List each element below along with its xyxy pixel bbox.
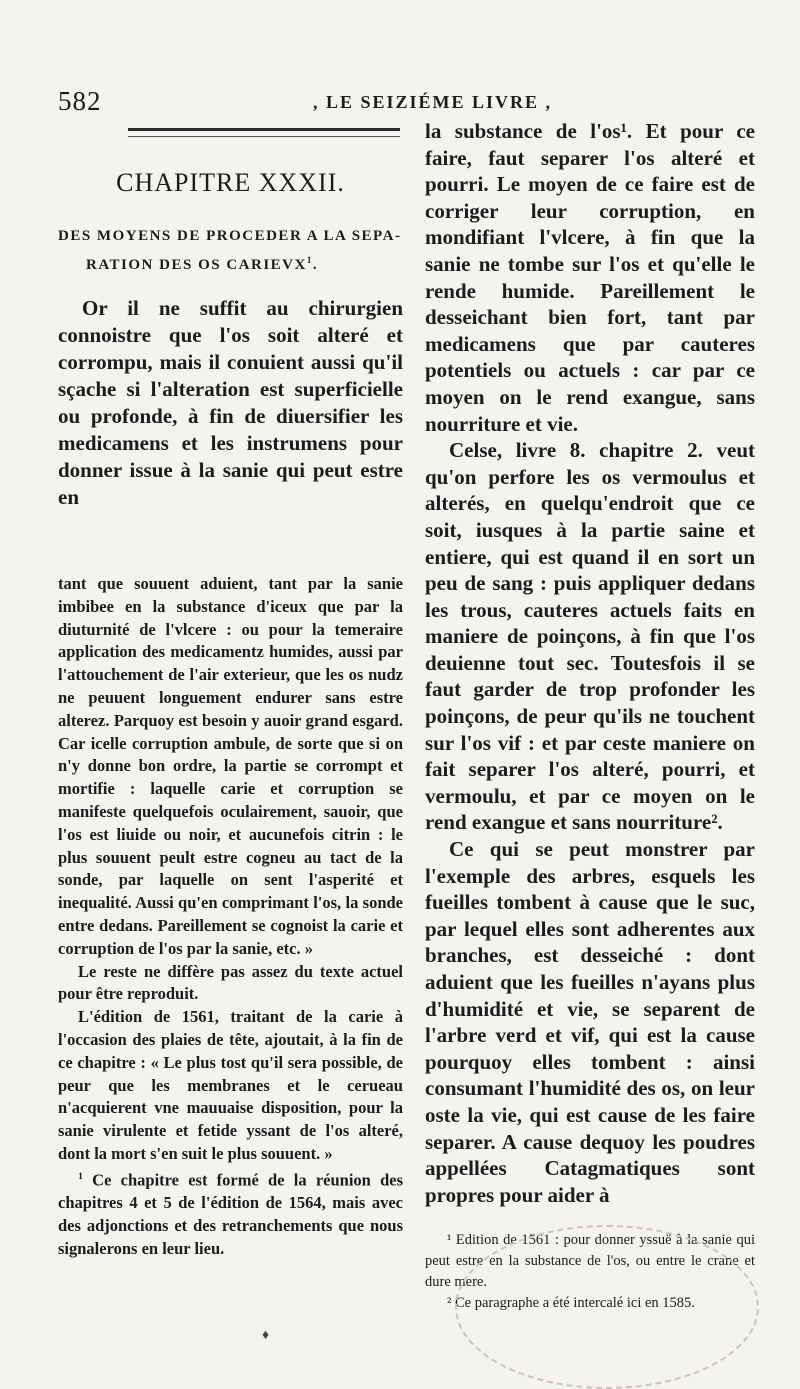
- footnote-marker: 1: [78, 1170, 83, 1182]
- running-head: , LE SEIZIÉME LIVRE ,: [313, 92, 553, 112]
- chapter-rule: [128, 128, 400, 137]
- left-column: [58, 168, 403, 1260]
- variant-paragraph: tant que souuent aduient, tant par la sanie imbibee en la substance d'iceux que par la diuturnité de l'vlcere : ou pour la temeraire application des medicamentz humides, aussi par l'attouchement de l'air exterieur, que les os nudz ne peuuent longuement endurer sans estre alterez. Parquoy est besoin y auoir grand esgard. Car icelle corruption ambule, de sorte que si on n'y donne bon ordre, la partie se corrompt et mortifie : laquelle carie et corruption se manifeste quelquefois oculairement, sauoir, que l'os est liuide ou noir, et aucunefois citrin : le plus souuent peult estre cogneu au tact de la sonde, par laquelle on sent l'asperité et inequalité. Aussi qu'en comprimant l'os, la sonde entre dedans. Pareillement se cognoist la carie et corruption de l'os par la sanie, etc. »: [58, 574, 403, 958]
- footnote-1: $^1$ Ce chapitre est formé de la réunion des chapitres 4 et 5 de l'édition de 1564, mais avec des adjonctions et des retranchements que nous signalerons en leur lieu.: [58, 1170, 403, 1258]
- chapter-subtitle-line1: DES MOYENS DE PROCEDER A LA SEPA-: [58, 228, 402, 244]
- right-paragraph-2: Celse, livre 8. chapitre 2. veut qu'on perfore les os vermoulus et alterés, en quelqu'endroit que ce soit, iusques à la partie saine et entiere, qui est quand il en sort un peu de sang : puis appliquer dedans les trous, cauteres actuels faits en maniere de poinçons, à fin que l'os deuienne tout sec. Toutesfois il se faut garder de trop profonder les poinçons, de peur qu'ils ne touchent sur l'os vif : et par ceste maniere on fait separer l'os alteré, pourri, et vermoulu, et par ce moyen on le rend exangue et sans nourriture².: [425, 438, 755, 835]
- chapter-subtitle-line2: RATION DES OS CARIEVX: [86, 257, 307, 273]
- right-footnote-1: ¹ Edition de 1561 : pour donner yssuë à la sanie qui peut estre en la substance de l'os, ou entre le crane et dure mere.: [425, 1232, 755, 1291]
- ornament-mark: ♦: [262, 1328, 270, 1343]
- subtitle-note-marker: 1: [306, 255, 313, 265]
- note-edition-1561: L'édition de 1561, traitant de la carie à l'occasion des plaies de tête, ajoutait, à la fin de ce chapitre : « Le plus tost qu'il sera possible, de peur que les membranes et le cerueau n'acquierent vne mauuaise disposition, pour la sanie virulente et fetide yssant de l'os alteré, dont la mort s'en suit le plus souuent. »: [58, 1007, 403, 1163]
- note-rest: Le reste ne diffère pas assez du texte actuel pour être reproduit.: [58, 961, 403, 1004]
- chapter-title: CHAPITRE XXXII.: [116, 168, 345, 197]
- page-header: [58, 86, 756, 118]
- page-number: 582: [58, 86, 102, 116]
- main-paragraph-left: Or il ne suffit au chirurgien connoistre que l'os soit alteré et corrompu, mais il conuient aussi qu'il sçache si l'alteration est superficielle ou profonde, à fin de diuersifier les medicamens et les instrumens pour donner issue à la sanie qui peut estre en: [58, 296, 403, 509]
- right-footnote-2: ² Ce paragraphe a été intercalé ici en 1585.: [447, 1295, 695, 1312]
- library-stamp: [455, 1225, 759, 1389]
- right-paragraph-3: Ce qui se peut monstrer par l'exemple des arbres, esquels les fueilles tombent à cause que le suc, par lequel elles sont adherentes aux branches, est desseiché : dont aduient que les fueilles n'ayans plus d'humidité et vie, se separent de l'arbre verd et vif, qui est la cause pourquoy elles tombent : ainsi consumant l'humidité des os, on leur oste la vie, qui est cause de les faire separer. A cause dequoy les poudres appellées Catagmatiques sont propres pour aider à: [425, 837, 755, 1207]
- right-column: [425, 118, 755, 1314]
- right-paragraph-1: la substance de l'os¹. Et pour ce faire, faut separer l'os alteré et pourri. Le moyen de ce faire est de corriger leur corruption, en mondifiant l'vlcere, à fin que la sanie ne tombe sur l'os et qu'elle le rende humide. Pareillement le desseichant bien fort, tant par medicamens que par cauteres potentiels ou actuels : car par ce moyen on le rend exangue, sans nourriture et vie.: [425, 119, 755, 436]
- chapter-subtitle: DES MOYENS DE PROCEDER A LA SEPA- RATION DES OS CARIEVX$^1$.: [58, 228, 402, 273]
